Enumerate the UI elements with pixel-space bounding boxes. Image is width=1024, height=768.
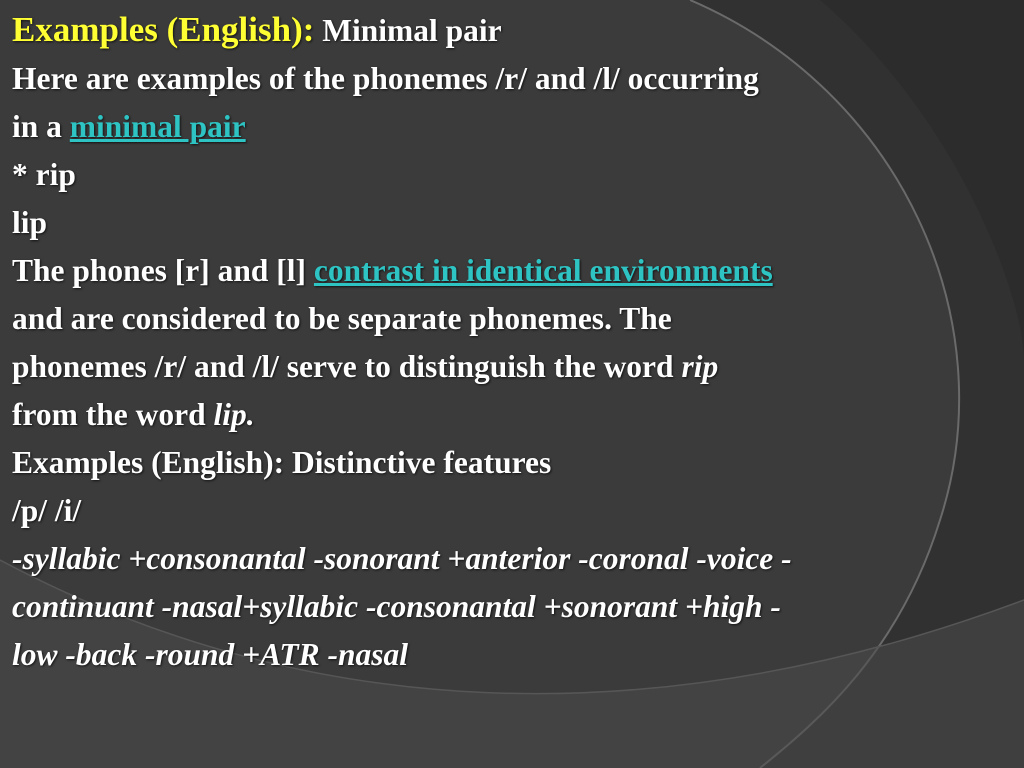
contrast-line-1 (12, 247, 1017, 295)
slide-content (12, 6, 1017, 679)
contrast-prefix: The phones [r] and [l] (12, 253, 314, 288)
title-subject: Minimal pair (322, 13, 502, 48)
contrast-environments-link[interactable]: contrast in identical environments (313, 253, 773, 288)
minimal-pair-link[interactable]: minimal pair (69, 109, 246, 144)
features-heading: Examples (English): Distinctive features (12, 445, 552, 480)
slide-title (12, 6, 1017, 55)
contrast-line-4 (12, 391, 1017, 439)
example-word-rip: * rip (12, 157, 76, 192)
features-list-line-2: continuant -nasal+syllabic -consonantal +sonorant +high - (12, 589, 781, 624)
contrast-line-3-text: phonemes /r/ and /l/ serve to distinguish the word (12, 349, 682, 384)
features-phonemes: /p/ /i/ (12, 493, 82, 528)
features-list-line-1: -syllabic +consonantal -sonorant +anterior -coronal -voice - (12, 541, 792, 576)
contrast-line-4-text: from the word (12, 397, 214, 432)
intro-line-1: Here are examples of the phonemes /r/ and /l/ occurring (12, 61, 759, 96)
title-highlight: Examples (English): (12, 10, 315, 49)
contrast-line-3 (12, 343, 1017, 391)
intro-line-2 (12, 103, 1017, 151)
contrast-line-2: and are considered to be separate phonemes. The (12, 301, 672, 336)
example-word-lip: lip (12, 205, 48, 240)
word-lip-italic: lip. (213, 397, 255, 432)
features-list-line-3: low -back -round +ATR -nasal (12, 637, 409, 672)
word-rip-italic: rip (681, 349, 719, 384)
intro-prefix: in a (12, 109, 70, 144)
